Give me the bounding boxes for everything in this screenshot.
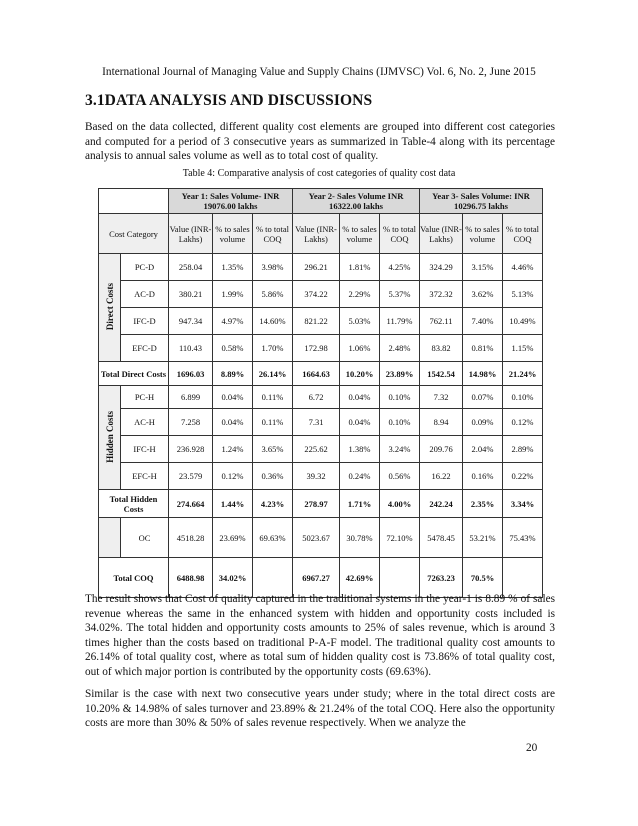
- cell: 1.24%: [213, 436, 253, 463]
- value-header: Value (INR-Lakhs): [293, 214, 340, 254]
- cell: 4.23%: [253, 490, 293, 518]
- cell: 380.21: [169, 281, 213, 308]
- cell: 1.44%: [213, 490, 253, 518]
- cell: 0.04%: [213, 409, 253, 436]
- cell: 0.16%: [463, 463, 503, 490]
- cell: 0.10%: [380, 386, 420, 409]
- cell: 5.86%: [253, 281, 293, 308]
- row-category: EFC-D: [121, 335, 169, 362]
- cell: 2.89%: [503, 436, 543, 463]
- cell: 8.89%: [213, 362, 253, 386]
- cell: 0.04%: [340, 386, 380, 409]
- table-row: [99, 308, 543, 335]
- pct-sales-header: % to sales volume: [463, 214, 503, 254]
- cell: 6.899: [169, 386, 213, 409]
- cell: 5.37%: [380, 281, 420, 308]
- section-heading: 3.1DATA ANALYSIS AND DISCUSSIONS: [85, 92, 373, 109]
- cell: 23.89%: [380, 362, 420, 386]
- cell: 374.22: [293, 281, 340, 308]
- hidden-costs-label: Hidden Costs: [104, 410, 115, 463]
- pct-coq-header: % to total COQ: [380, 214, 420, 254]
- result-paragraph: The result shows that Cost of quality captured in the traditional systems in the year-1 is 8.89 % of sales revenue whereas the same in the enhanced system with hidden and opportunity costs included is 34.02%. The total hidden and opportunity costs amounts to 25% of sales revenue, which is around 3 times higher than the costs based on traditional P-A-F model. The traditional quality cost amounts to 26.14% of total quality cost, where as total sum of hidden quality cost is 73.86% of total quality cost, out of which major portion is contributed by the opportunity costs (69.63%).: [85, 593, 555, 678]
- cell: 5.03%: [340, 308, 380, 335]
- cell: 0.11%: [253, 409, 293, 436]
- row-category: AC-H: [121, 409, 169, 436]
- cell: 0.04%: [340, 409, 380, 436]
- cell: 4.46%: [503, 254, 543, 281]
- cell: 1.70%: [253, 335, 293, 362]
- row-category: Total Direct Costs: [99, 362, 169, 386]
- cell: 10.49%: [503, 308, 543, 335]
- cell: 3.24%: [380, 436, 420, 463]
- row-category: Total COQ: [99, 558, 169, 598]
- pct-sales-header: % to sales volume: [213, 214, 253, 254]
- cell: 1.71%: [340, 490, 380, 518]
- value-header: Value (INR-Lakhs): [169, 214, 213, 254]
- opportunity-cost-row: [99, 518, 543, 558]
- table-row: [99, 436, 543, 463]
- cell: 5.13%: [503, 281, 543, 308]
- cell: 3.15%: [463, 254, 503, 281]
- cell: 53.21%: [463, 518, 503, 558]
- intro-paragraph: Based on the data collected, different quality cost elements are grouped into different cost categories and computed for a period of 3 consecutive years as summarized in Table-4 along with its percentage analysis to annual sales volume as well as to total cost of quality.: [85, 121, 555, 163]
- cell: 4.97%: [213, 308, 253, 335]
- cell: 39.32: [293, 463, 340, 490]
- cell: 70.5%: [463, 558, 503, 598]
- cell: 4.25%: [380, 254, 420, 281]
- cell: 7.40%: [463, 308, 503, 335]
- cell: 0.24%: [340, 463, 380, 490]
- similar-paragraph: Similar is the case with next two consecutive years under study; where in the total direct costs are 10.20% & 14.98% of sales turnover and 23.89% & 21.24% of the total COQ. Here also the opportunity costs are more than 30% & 50% of sales revenue respectively. When we analyze the: [85, 688, 555, 730]
- cell: 3.65%: [253, 436, 293, 463]
- cell: 75.43%: [503, 518, 543, 558]
- cell: 1.38%: [340, 436, 380, 463]
- cell: 172.98: [293, 335, 340, 362]
- table-row: [99, 335, 543, 362]
- quality-cost-table: [98, 188, 543, 598]
- cell: 3.34%: [503, 490, 543, 518]
- category-header: Cost Category: [99, 214, 169, 254]
- cell: 0.12%: [503, 409, 543, 436]
- cell: 242.24: [420, 490, 463, 518]
- cell: 34.02%: [213, 558, 253, 598]
- cell: 7.31: [293, 409, 340, 436]
- year-2-header: Year 2- Sales Volume INR 16322.00 lakhs: [293, 189, 420, 214]
- cell: 2.04%: [463, 436, 503, 463]
- cell: 274.664: [169, 490, 213, 518]
- row-category: AC-D: [121, 281, 169, 308]
- cell: 2.35%: [463, 490, 503, 518]
- year-3-header: Year 3- Sales Volume: INR 10296.75 lakhs: [420, 189, 543, 214]
- cell: 14.98%: [463, 362, 503, 386]
- cell: 0.11%: [253, 386, 293, 409]
- row-category: PC-H: [121, 386, 169, 409]
- cell: 0.81%: [463, 335, 503, 362]
- cell: 8.94: [420, 409, 463, 436]
- cell: 1.06%: [340, 335, 380, 362]
- row-category: IFC-D: [121, 308, 169, 335]
- row-category: Total Hidden Costs: [99, 490, 169, 518]
- cell: 1.81%: [340, 254, 380, 281]
- cell: 0.36%: [253, 463, 293, 490]
- year-header-row: [99, 189, 543, 214]
- cell: 21.24%: [503, 362, 543, 386]
- cell: 7.258: [169, 409, 213, 436]
- hidden-costs-group: [99, 386, 121, 490]
- cell: 5478.45: [420, 518, 463, 558]
- cell: 2.29%: [340, 281, 380, 308]
- cell: 0.10%: [503, 386, 543, 409]
- cell: 42.69%: [340, 558, 380, 598]
- cell: 16.22: [420, 463, 463, 490]
- cell: 2.48%: [380, 335, 420, 362]
- corner-cell: [99, 189, 169, 214]
- cell: 4.00%: [380, 490, 420, 518]
- cell: 83.82: [420, 335, 463, 362]
- pct-coq-header: % to total COQ: [503, 214, 543, 254]
- sub-header-row: [99, 214, 543, 254]
- pct-sales-header: % to sales volume: [340, 214, 380, 254]
- cell: 278.97: [293, 490, 340, 518]
- cell: 0.04%: [213, 386, 253, 409]
- cell: 0.07%: [463, 386, 503, 409]
- cell: 72.10%: [380, 518, 420, 558]
- cell: 69.63%: [253, 518, 293, 558]
- page-number: 20: [526, 742, 538, 754]
- cell: 7263.23: [420, 558, 463, 598]
- cell: 4518.28: [169, 518, 213, 558]
- cell: 1.15%: [503, 335, 543, 362]
- cell: 0.58%: [213, 335, 253, 362]
- cell: 1.35%: [213, 254, 253, 281]
- cell: 23.69%: [213, 518, 253, 558]
- row-category: PC-D: [121, 254, 169, 281]
- cell: 225.62: [293, 436, 340, 463]
- pct-coq-header: % to total COQ: [253, 214, 293, 254]
- cell: 10.20%: [340, 362, 380, 386]
- table-row: [99, 254, 543, 281]
- cell: 324.29: [420, 254, 463, 281]
- cell: 3.98%: [253, 254, 293, 281]
- cell: 1.99%: [213, 281, 253, 308]
- cell: 6967.27: [293, 558, 340, 598]
- table-row: [99, 281, 543, 308]
- cell: 6488.98: [169, 558, 213, 598]
- cell: 1696.03: [169, 362, 213, 386]
- cell: 258.04: [169, 254, 213, 281]
- cell: 11.79%: [380, 308, 420, 335]
- cell: 26.14%: [253, 362, 293, 386]
- cell: 947.34: [169, 308, 213, 335]
- total-direct-row: [99, 362, 543, 386]
- cell: 14.60%: [253, 308, 293, 335]
- year-1-header: Year 1: Sales Volume- INR 19076.00 lakhs: [169, 189, 293, 214]
- cell: 0.12%: [213, 463, 253, 490]
- cell: 110.43: [169, 335, 213, 362]
- cell: 0.56%: [380, 463, 420, 490]
- direct-costs-group: [99, 254, 121, 362]
- cell: 0.10%: [380, 409, 420, 436]
- cell: 7.32: [420, 386, 463, 409]
- cell: 6.72: [293, 386, 340, 409]
- table-row: [99, 386, 543, 409]
- cell: 0.09%: [463, 409, 503, 436]
- cell: 762.11: [420, 308, 463, 335]
- table-row: [99, 463, 543, 490]
- cell: 821.22: [293, 308, 340, 335]
- total-hidden-row: [99, 490, 543, 518]
- cell: 5023.67: [293, 518, 340, 558]
- journal-header: International Journal of Managing Value and Supply Chains (IJMVSC) Vol. 6, No. 2, June 2015: [102, 66, 536, 78]
- cell: 3.62%: [463, 281, 503, 308]
- cell: 0.22%: [503, 463, 543, 490]
- cell: 23.579: [169, 463, 213, 490]
- cell: 30.78%: [340, 518, 380, 558]
- blank-cell: [99, 518, 121, 558]
- table-caption: Table 4: Comparative analysis of cost categories of quality cost data: [182, 168, 456, 179]
- cell: 1664.63: [293, 362, 340, 386]
- cell: 372.32: [420, 281, 463, 308]
- row-category: OC: [121, 518, 169, 558]
- cell: 236.928: [169, 436, 213, 463]
- cell: 296.21: [293, 254, 340, 281]
- row-category: EFC-H: [121, 463, 169, 490]
- cell: 209.76: [420, 436, 463, 463]
- table-row: [99, 409, 543, 436]
- value-header: Value (INR-Lakhs): [420, 214, 463, 254]
- row-category: IFC-H: [121, 436, 169, 463]
- direct-costs-label: Direct Costs: [104, 282, 115, 331]
- cell: 1542.54: [420, 362, 463, 386]
